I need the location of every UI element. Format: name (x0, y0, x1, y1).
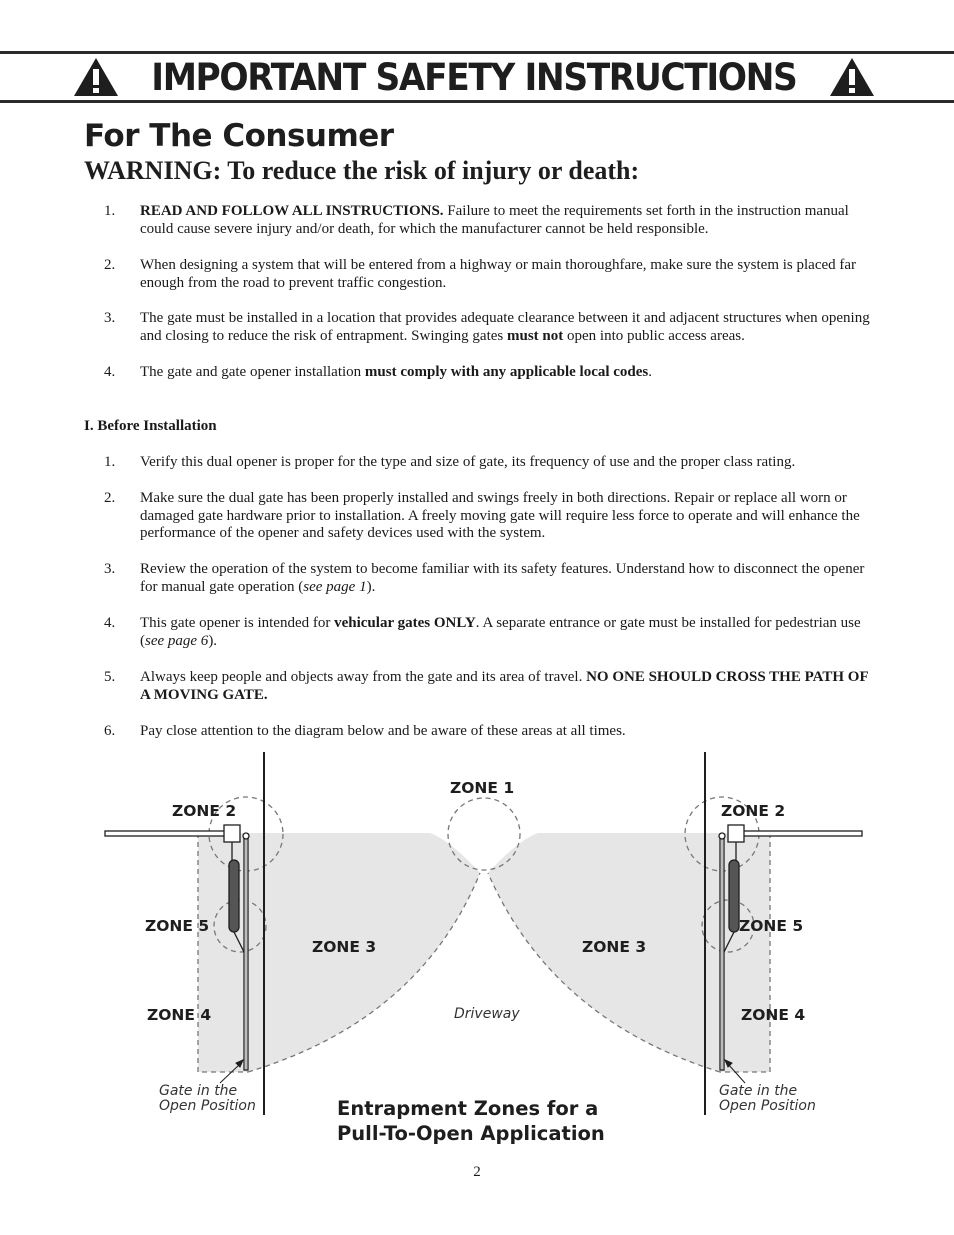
zone4-left-label: ZONE 4 (147, 1006, 212, 1024)
item-number: 5. (104, 669, 116, 685)
item-text: READ AND FOLLOW ALL INSTRUCTIONS. Failure to meet the requirements set forth in the instruction manual could cause severe injury and/or death, for which the manufacturer cannot be held responsible. (140, 203, 849, 237)
item-number: 3. (104, 310, 116, 326)
banner-top-rule (0, 51, 954, 54)
item-number: 3. (104, 561, 116, 577)
banner-title: IMPORTANT SAFETY INSTRUCTIONS (151, 55, 797, 99)
item-text: Verify this dual opener is proper for the type and size of gate, its frequency of use and the proper class rating. (140, 454, 796, 470)
item-text: The gate must be installed in a location that provides adequate clearance between it and adjacent structures when opening and closing to reduce the risk of entrapment. Swinging gates must not open into public access areas. (140, 310, 870, 344)
caption-line-1: Entrapment Zones for a (337, 1097, 599, 1120)
item-number: 2. (104, 490, 116, 506)
fence-right (735, 831, 862, 836)
section-heading: I. Before Installation (84, 418, 217, 434)
item-text: Always keep people and objects away from the gate and its area of travel. NO ONE SHOULD CROSS THE PATH OF A MOVING GATE. (140, 669, 869, 703)
item-number: 1. (104, 203, 116, 219)
driveway-label: Driveway (454, 1006, 520, 1022)
zone5-right-label: ZONE 5 (739, 917, 804, 935)
gate-note-right-line1: Gate in the (719, 1083, 798, 1099)
item-text: The gate and gate opener installation must comply with any applicable local codes. (140, 364, 653, 380)
item-text: Review the operation of the system to become familiar with its safety features. Understand how to disconnect the opener for manual gate operation (see page 1). (140, 561, 865, 595)
entrapment-zones-diagram (0, 745, 954, 1155)
zone3-left-label: ZONE 3 (312, 938, 377, 956)
item-number: 4. (104, 364, 116, 380)
gate-note-left-line2: Open Position (159, 1098, 256, 1114)
gate-note-left-line1: Gate in the (159, 1083, 238, 1099)
safety-banner (60, 56, 888, 98)
gate-note-right-line2: Open Position (719, 1098, 816, 1114)
item-number: 2. (104, 257, 116, 273)
consumer-heading: For The Consumer (84, 118, 394, 154)
warning-heading: WARNING: To reduce the risk of injury or death: (84, 156, 640, 185)
zone1-circle (448, 798, 520, 870)
zone4-right-label: ZONE 4 (741, 1006, 806, 1024)
warning-triangle-icon (829, 57, 875, 97)
diagram-caption (337, 1096, 605, 1146)
item-number: 6. (104, 723, 116, 739)
item-text: Pay close attention to the diagram below and be aware of these areas at all times. (140, 723, 626, 739)
item-number: 1. (104, 454, 116, 470)
zone2-left-label: ZONE 2 (172, 802, 237, 820)
fence-left (105, 831, 233, 836)
item-text: When designing a system that will be entered from a highway or main thoroughfare, make sure the system is placed far enough from the road to prevent traffic congestion. (140, 257, 857, 291)
zone3-right-label: ZONE 3 (582, 938, 647, 956)
zone5-left-label: ZONE 5 (145, 917, 210, 935)
warning-triangle-icon (73, 57, 119, 97)
item-text: Make sure the dual gate has been properly installed and swings freely in both directions. Repair or replace all worn or damaged gate hardware prior to installation. A freely moving gate will require less force to operate and will enhance the performance of the opener and safety devices used with the system. (140, 490, 860, 542)
zone2-right-label: ZONE 2 (721, 802, 786, 820)
caption-line-2: Pull-To-Open Application (337, 1122, 605, 1145)
page-number: 2 (473, 1164, 481, 1180)
item-text: This gate opener is intended for vehicular gates ONLY. A separate entrance or gate must be installed for pedestrian use (see page 6). (140, 615, 861, 649)
zone1-label: ZONE 1 (450, 779, 515, 797)
item-number: 4. (104, 615, 116, 631)
banner-bottom-rule (0, 100, 954, 103)
